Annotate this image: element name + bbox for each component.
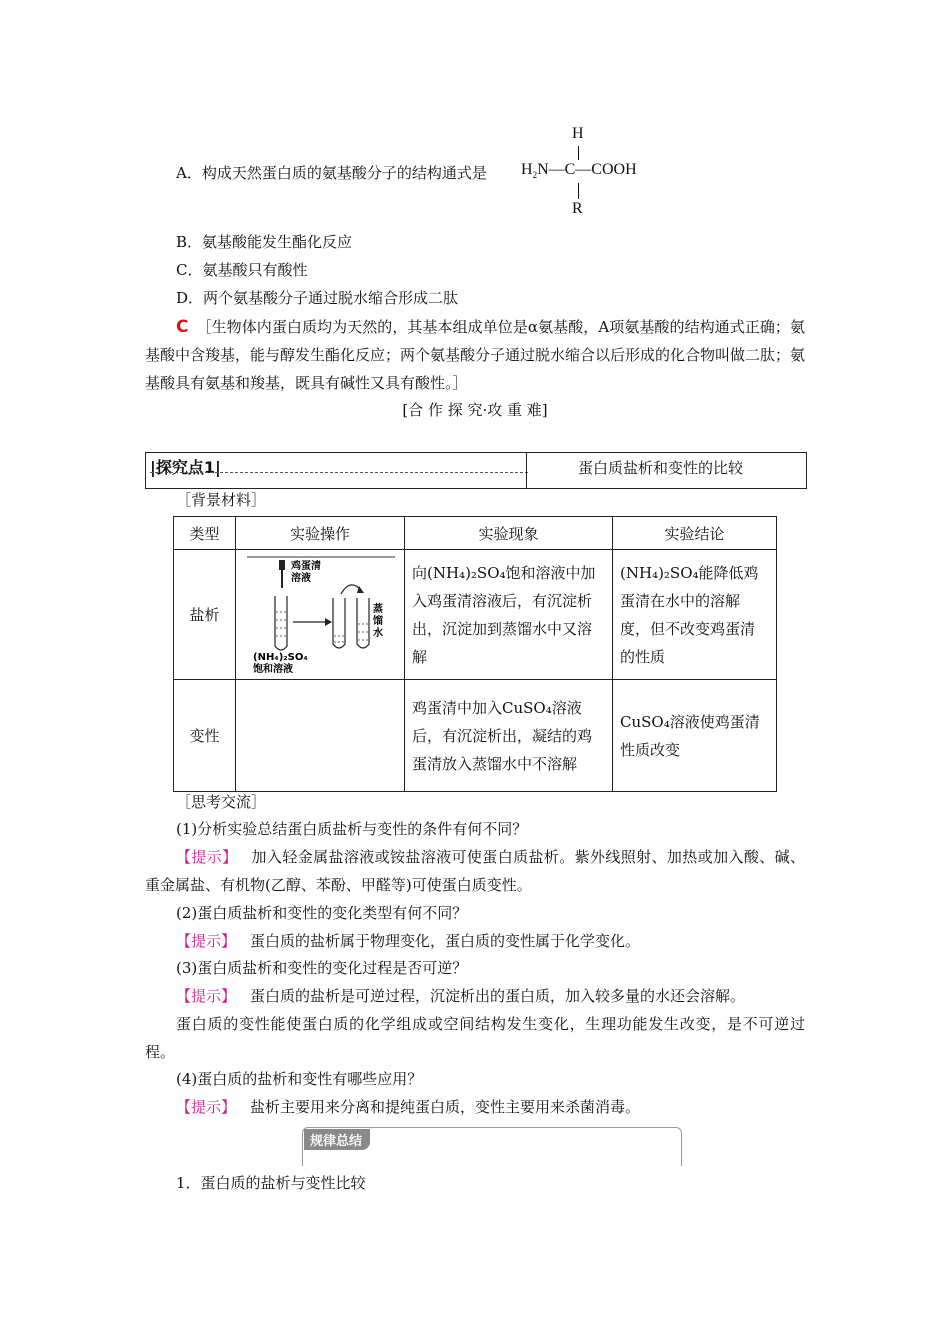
experiment-table xyxy=(173,516,777,792)
row-operation-empty xyxy=(236,680,405,792)
formula-top-atom: H xyxy=(572,125,584,142)
option-b: B．氨基酸能发生酯化反应 xyxy=(176,233,353,251)
header-type: 类型 xyxy=(174,517,236,550)
fig-label-egg-white: 鸡蛋清 xyxy=(291,560,321,572)
formula-bond-top xyxy=(578,146,579,160)
header-conclusion: 实验结论 xyxy=(613,517,777,550)
table-row xyxy=(174,550,777,680)
option-a xyxy=(176,162,487,184)
option-d: D．两个氨基酸分子通过脱水缩合形成二肽 xyxy=(176,289,459,307)
question-3: (3)蛋白质盐析和变性的变化过程是否可逆？ xyxy=(176,959,468,977)
hint-label: 【提示】 xyxy=(176,987,237,1005)
explanation-text: ［生物体内蛋白质均为天然的，其基本组成单位是α氨基酸，A项氨基酸的结构通式正确；氨基酸中含羧基，能与醇发生酯化反应；两个氨基酸分子通过脱水缩合以后形成的化合物叫做二肽；氨基酸具有氨基和羧基，既具有碱性又具有酸性。］ xyxy=(145,318,806,392)
row-type: 变性 xyxy=(174,680,236,792)
section-title: 蛋白质盐析和变性的比较 xyxy=(578,459,744,477)
answer-explanation xyxy=(145,313,805,397)
option-a-text: A．构成天然蛋白质的氨基酸分子的结构通式是 xyxy=(176,164,487,182)
formula-bottom-group: R xyxy=(572,200,583,217)
fig-label-distilled-3: 水 xyxy=(373,627,383,639)
answer-4: 【提示】 盐析主要用来分离和提纯蛋白质，变性主要用来杀菌消毒。 xyxy=(176,1098,641,1116)
fig-label-ammonium-sulfate: (NH₄)₂SO₄ xyxy=(253,651,308,663)
section-header xyxy=(145,452,807,489)
header-operation: 实验操作 xyxy=(236,517,405,550)
answer-3-continued: 蛋白质的变性能使蛋白质的化学组成或空间结构发生变化，生理功能发生改变，是不可逆过程。 xyxy=(145,1015,805,1061)
fig-label-distilled-2: 馏 xyxy=(373,615,383,627)
row-phenomenon: 向(NH₄)₂SO₄饱和溶液中加入鸡蛋清溶液后，有沉淀析出，沉淀加到蒸馏水中又溶解 xyxy=(405,550,613,680)
question-2: (2)蛋白质盐析和变性的变化类型有何不同？ xyxy=(176,904,468,922)
option-c: C．氨基酸只有酸性 xyxy=(176,261,308,279)
row-type: 盐析 xyxy=(174,550,236,680)
answer-2: 【提示】 蛋白质的盐析属于物理变化，蛋白质的变性属于化学变化。 xyxy=(176,932,641,950)
background-label: ［背景材料］ xyxy=(176,491,267,509)
section-dash-line xyxy=(150,472,528,473)
formula-bond-bottom xyxy=(578,183,579,199)
summary-tag: 规律总结 xyxy=(304,1129,370,1150)
experiment-figure-cell xyxy=(236,550,405,680)
question-1: (1)分析实验总结蛋白质盐析与变性的条件有何不同？ xyxy=(176,820,528,838)
fig-label-solution: 溶液 xyxy=(291,572,311,584)
answer-letter: C xyxy=(176,317,189,337)
think-label: ［思考交流］ xyxy=(176,793,267,811)
fig-label-saturated: 饱和溶液 xyxy=(253,663,293,675)
question-4: (4)蛋白质的盐析和变性有哪些应用？ xyxy=(176,1070,423,1088)
summary-box xyxy=(302,1127,682,1166)
table-row xyxy=(174,680,777,792)
test-tube-diagram xyxy=(245,554,395,676)
summary-item-1: 1．蛋白质的盐析与变性比较 xyxy=(176,1174,366,1192)
row-phenomenon: 鸡蛋清中加入CuSO₄溶液后，有沉淀析出，凝结的鸡蛋清放入蒸馏水中不溶解 xyxy=(405,680,613,792)
amino-acid-formula: $H_2N—C—COOH$ xyxy=(521,161,637,181)
answer-1: 【提示】 加入轻金属盐溶液或铵盐溶液可使蛋白质盐析。紫外线照射、加热或加入酸、碱、重金属盐、有机物(乙醇、苯酚、甲醛等)可使蛋白质变性。 xyxy=(145,848,805,894)
row-conclusion: (NH₄)₂SO₄能降低鸡蛋清在水中的溶解度，但不改变鸡蛋清的性质 xyxy=(613,550,777,680)
hint-label: 【提示】 xyxy=(176,848,238,866)
answer-3: 【提示】 蛋白质的盐析是可逆过程，沉淀析出的蛋白质，加入较多量的水还会溶解。 xyxy=(176,987,746,1005)
section-banner: [合 作 探 究·攻 重 难] xyxy=(402,401,548,419)
row-conclusion: CuSO₄溶液使鸡蛋清性质改变 xyxy=(613,680,777,792)
table-header-row xyxy=(174,517,777,550)
hint-label: 【提示】 xyxy=(176,1098,237,1116)
fig-label-distilled-1: 蒸 xyxy=(373,603,383,615)
section-divider xyxy=(526,453,527,488)
hint-label: 【提示】 xyxy=(176,932,237,950)
header-phenomenon: 实验现象 xyxy=(405,517,613,550)
section-label: |探究点1| xyxy=(150,458,221,477)
